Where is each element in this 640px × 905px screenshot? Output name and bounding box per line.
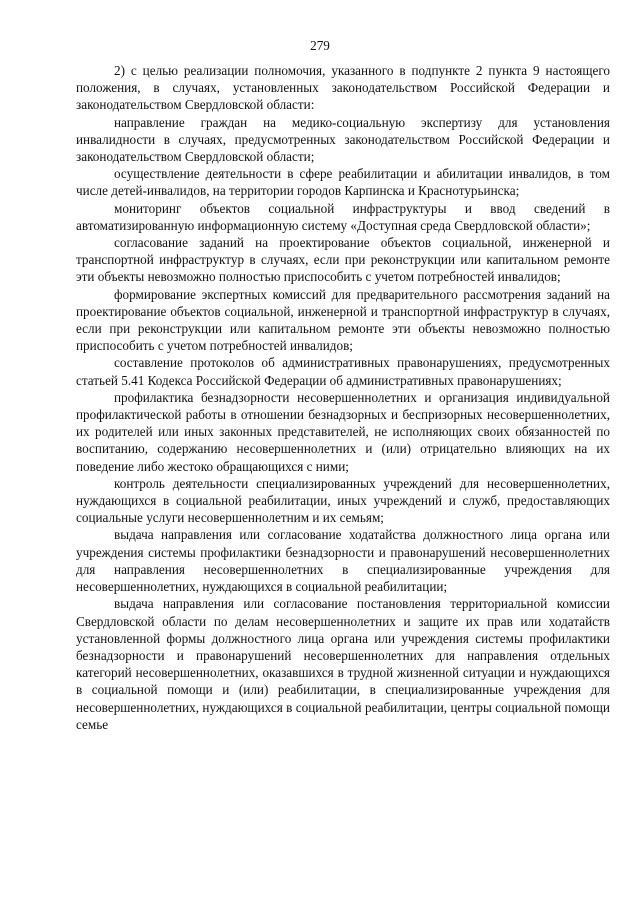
body-text <box>76 62 610 733</box>
page-number: 279 <box>310 38 330 53</box>
paragraph: 2) с целью реализации полномочия, указанного в подпункте 2 пункта 9 настоящего положения, в случаях, установленных законодательством Российской Федерации и законодательством Свердловской области: <box>76 63 610 113</box>
paragraph: выдача направления или согласование ходатайства должностного лица органа или учреждения системы профилактики безнадзорности и правонарушений несовершеннолетних для направления несовершеннолетних в специализированные учреждения для несовершеннолетних, нуждающихся в социальной реабилитации; <box>76 527 610 595</box>
paragraph: мониторинг объектов социальной инфраструктуры и ввод сведений в автоматизированную информационную систему «Доступная среда Свердловской области»; <box>76 200 610 233</box>
paragraph: согласование заданий на проектирование объектов социальной, инженерной и транспортной инфраструктур в случаях, если при реконструкции или капитальном ремонте эти объекты невозможно полностью приспособить с учетом потребностей инвалидов; <box>76 235 610 285</box>
paragraph: осуществление деятельности в сфере реабилитации и абилитации инвалидов, в том числе детей-инвалидов, на территории городов Карпинска и Краснотурьинска; <box>76 166 610 199</box>
paragraph: направление граждан на медико-социальную экспертизу для установления инвалидности в случаях, предусмотренных законодательством Российской Федерации и законодательством Свердловской области; <box>76 114 610 165</box>
paragraph: выдача направления или согласование постановления территориальной комиссии Свердловской области по делам несовершеннолетних и защите их прав или ходатайств установленной формы должностного лица органа или учреждения системы профилактики безнадзорности и правонарушений несовершеннолетних для направления отдельных категорий несовершеннолетних, оказавшихся в трудной жизненной ситуации и нуждающихся в социальной помощи и (или) реабилитации, в специализированные учреждения для несовершеннолетних, нуждающихся в социальной реабилитации, центры социальной помощи семье <box>76 596 610 732</box>
paragraph: профилактика безнадзорности несовершеннолетних и организация индивидуальной профилактической работы в отношении безнадзорных и беспризорных несовершеннолетних, их родителей или иных законных представителей, не исполняющих своих обязанностей по воспитанию, содержанию несовершеннолетних и (или) отрицательно влияющих на их поведение либо жестоко обращающихся с ними; <box>76 389 610 474</box>
paragraph: контроль деятельности специализированных учреждений для несовершеннолетних, нуждающихся в социальной реабилитации, иных учреждений и служб, предоставляющих социальные услуги несовершеннолетним и их семьям; <box>76 475 610 526</box>
paragraph: формирование экспертных комиссий для предварительного рассмотрения заданий на проектирование объектов социальной, инженерной и транспортной инфраструктур в случаях, если при реконструкции или капитальном ремонте эти объекты невозможно полностью приспособить с учетом потребностей инвалидов; <box>76 286 610 354</box>
paragraph: составление протоколов об административных правонарушениях, предусмотренных статьей 5.41 Кодекса Российской Федерации об административных правонарушениях; <box>76 355 610 388</box>
